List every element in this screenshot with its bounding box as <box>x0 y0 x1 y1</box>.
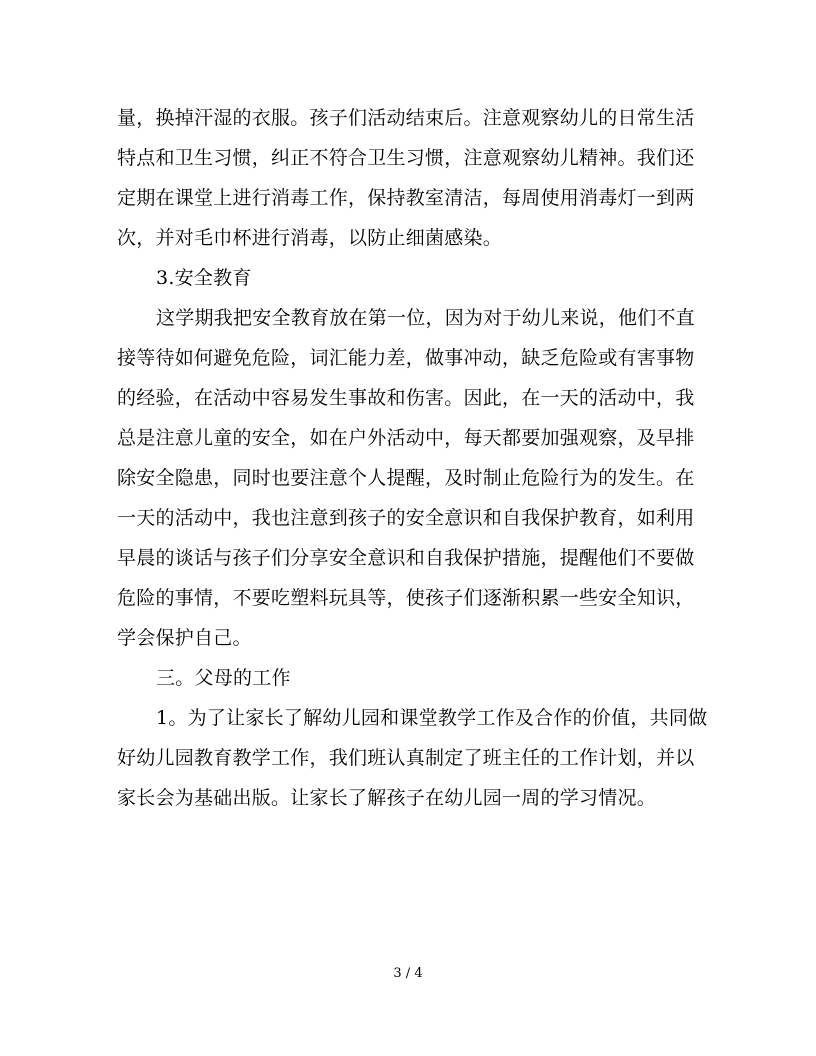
text-line-11: 一天的活动中，我也注意到孩子的安全意识和自我保护教育，如利用 <box>117 507 695 529</box>
text-line-8: 的经验，在活动中容易发生事故和伤害。因此，在一天的活动中，我 <box>117 387 695 409</box>
text-line-1: 量，换掉汗湿的衣服。孩子们活动结束后。注意观察幼儿的日常生活 <box>117 107 695 129</box>
text-line-4: 次，并对毛巾杯进行消毒，以防止细菌感染。 <box>117 227 503 249</box>
text-line-13: 危险的事情，不要吃塑料玩具等，使孩子们逐渐积累一些安全知识， <box>117 587 695 609</box>
text-line-18: 家长会为基础出版。让家长了解孩子在幼儿园一周的学习情况。 <box>117 787 657 809</box>
document-body <box>117 98 708 818</box>
text-line-9: 总是注意儿童的安全，如在户外活动中，每天都要加强观察，及早排 <box>117 427 695 449</box>
text-line-16: 1。为了让家长了解幼儿园和课堂教学工作及合作的价值，共同做 <box>156 707 708 729</box>
text-line-12: 早晨的谈话与孩子们分享安全意识和自我保护措施，提醒他们不要做 <box>117 547 695 569</box>
text-line-7: 接等待如何避免危险，词汇能力差，做事冲动，缺乏危险或有害事物 <box>117 347 695 369</box>
text-line-3: 定期在课堂上进行消毒工作，保持教室清洁，每周使用消毒灯一到两 <box>117 187 695 209</box>
section-heading-safety: 3.安全教育 <box>156 267 252 289</box>
page-number: 3 / 4 <box>393 966 423 981</box>
text-line-14: 学会保护自己。 <box>117 627 252 649</box>
section-heading-parents: 三。父母的工作 <box>156 667 291 689</box>
text-line-2: 特点和卫生习惯，纠正不符合卫生习惯，注意观察幼儿精神。我们还 <box>117 147 695 169</box>
text-line-10: 除安全隐患，同时也要注意个人提醒，及时制止危险行为的发生。在 <box>117 467 695 489</box>
text-line-6: 这学期我把安全教育放在第一位，因为对于幼儿来说，他们不直 <box>156 307 696 329</box>
text-line-17: 好幼儿园教育教学工作，我们班认真制定了班主任的工作计划，并以 <box>117 747 695 769</box>
